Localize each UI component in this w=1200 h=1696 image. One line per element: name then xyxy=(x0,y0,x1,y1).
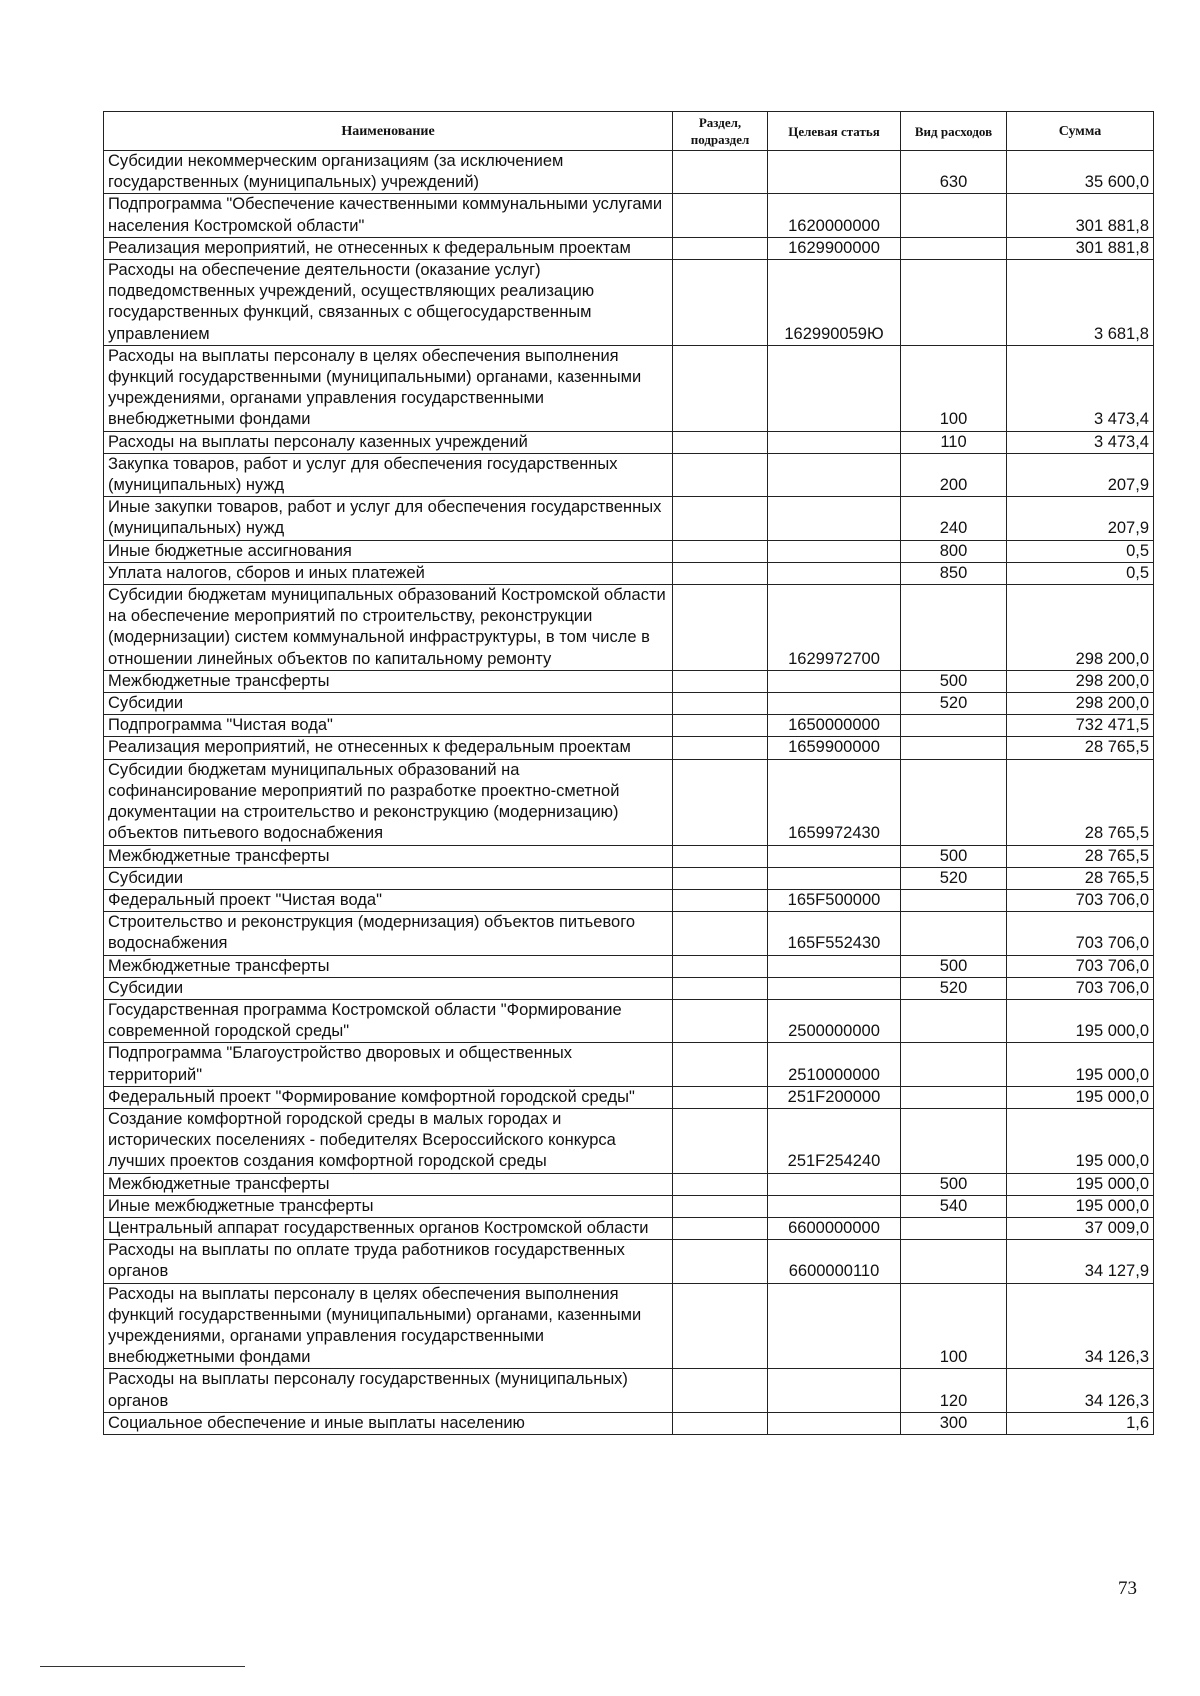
cell-name: Создание комфортной городской среды в малых городах и исторических поселениях - победителях Всероссийского конкурса лучших проектов создания комфортной городской среды xyxy=(104,1108,673,1173)
cell-sum: 34 127,9 xyxy=(1007,1240,1154,1283)
cell-sum: 703 706,0 xyxy=(1007,977,1154,999)
cell-sum: 703 706,0 xyxy=(1007,889,1154,911)
cell-kind: 500 xyxy=(901,670,1007,692)
cell-kind: 630 xyxy=(901,151,1007,194)
cell-sum: 301 881,8 xyxy=(1007,237,1154,259)
cell-name: Межбюджетные трансферты xyxy=(104,1173,673,1195)
table-row xyxy=(104,1412,1154,1434)
cell-section xyxy=(673,670,768,692)
cell-kind: 200 xyxy=(901,453,1007,496)
cell-name: Подпрограмма "Чистая вода" xyxy=(104,715,673,737)
cell-sum: 34 126,3 xyxy=(1007,1283,1154,1369)
cell-code: 1620000000 xyxy=(768,194,901,237)
cell-sum: 28 765,5 xyxy=(1007,845,1154,867)
table-row xyxy=(104,1086,1154,1108)
table-row xyxy=(104,540,1154,562)
table-row xyxy=(104,759,1154,845)
cell-kind xyxy=(901,1108,1007,1173)
cell-kind: 520 xyxy=(901,867,1007,889)
cell-kind xyxy=(901,1086,1007,1108)
cell-section xyxy=(673,237,768,259)
cell-section xyxy=(673,999,768,1042)
cell-name: Подпрограмма "Благоустройство дворовых и общественных территорий" xyxy=(104,1043,673,1086)
cell-sum: 195 000,0 xyxy=(1007,999,1154,1042)
cell-kind xyxy=(901,585,1007,671)
cell-name: Реализация мероприятий, не отнесенных к федеральным проектам xyxy=(104,237,673,259)
cell-name: Субсидии xyxy=(104,867,673,889)
cell-code xyxy=(768,1283,901,1369)
cell-code xyxy=(768,977,901,999)
cell-code xyxy=(768,1412,901,1434)
cell-code: 165F500000 xyxy=(768,889,901,911)
cell-sum: 703 706,0 xyxy=(1007,912,1154,955)
cell-code xyxy=(768,497,901,540)
cell-kind xyxy=(901,237,1007,259)
cell-code xyxy=(768,345,901,431)
cell-kind xyxy=(901,737,1007,759)
cell-section xyxy=(673,151,768,194)
cell-section xyxy=(673,867,768,889)
table-row xyxy=(104,977,1154,999)
page-number: 73 xyxy=(1118,1578,1137,1599)
cell-name: Расходы на выплаты по оплате труда работников государственных органов xyxy=(104,1240,673,1283)
cell-code: 251F254240 xyxy=(768,1108,901,1173)
footnote-divider xyxy=(40,1666,245,1667)
cell-name: Субсидии xyxy=(104,693,673,715)
cell-section xyxy=(673,1195,768,1217)
cell-code xyxy=(768,151,901,194)
cell-sum: 301 881,8 xyxy=(1007,194,1154,237)
table-row xyxy=(104,1283,1154,1369)
cell-sum: 28 765,5 xyxy=(1007,759,1154,845)
cell-code: 1629900000 xyxy=(768,237,901,259)
cell-section xyxy=(673,431,768,453)
cell-code xyxy=(768,867,901,889)
cell-name: Федеральный проект "Формирование комфортной городской среды" xyxy=(104,1086,673,1108)
cell-section xyxy=(673,977,768,999)
cell-sum: 34 126,3 xyxy=(1007,1369,1154,1412)
header-kind: Вид расходов xyxy=(901,112,1007,151)
cell-sum: 1,6 xyxy=(1007,1412,1154,1434)
cell-name: Федеральный проект "Чистая вода" xyxy=(104,889,673,911)
cell-code xyxy=(768,845,901,867)
cell-section xyxy=(673,453,768,496)
cell-code: 1659900000 xyxy=(768,737,901,759)
table-row xyxy=(104,889,1154,911)
table-row xyxy=(104,1108,1154,1173)
cell-section xyxy=(673,912,768,955)
table-row xyxy=(104,453,1154,496)
cell-sum: 28 765,5 xyxy=(1007,737,1154,759)
table-row xyxy=(104,497,1154,540)
cell-sum: 703 706,0 xyxy=(1007,955,1154,977)
table-row xyxy=(104,151,1154,194)
cell-sum: 195 000,0 xyxy=(1007,1086,1154,1108)
table-row xyxy=(104,670,1154,692)
header-name: Наименование xyxy=(104,112,673,151)
table-row xyxy=(104,715,1154,737)
cell-name: Межбюджетные трансферты xyxy=(104,845,673,867)
cell-name: Иные межбюджетные трансферты xyxy=(104,1195,673,1217)
cell-sum: 195 000,0 xyxy=(1007,1108,1154,1173)
cell-code xyxy=(768,540,901,562)
cell-section xyxy=(673,1412,768,1434)
cell-name: Социальное обеспечение и иные выплаты населению xyxy=(104,1412,673,1434)
table-row xyxy=(104,867,1154,889)
cell-section xyxy=(673,759,768,845)
cell-name: Межбюджетные трансферты xyxy=(104,955,673,977)
cell-section xyxy=(673,1369,768,1412)
cell-section xyxy=(673,260,768,346)
cell-kind: 800 xyxy=(901,540,1007,562)
table-row xyxy=(104,1369,1154,1412)
budget-table xyxy=(103,111,1154,1435)
cell-code xyxy=(768,1173,901,1195)
cell-section xyxy=(673,562,768,584)
cell-name: Иные закупки товаров, работ и услуг для обеспечения государственных (муниципальных) нужд xyxy=(104,497,673,540)
table-row xyxy=(104,237,1154,259)
cell-code: 6600000110 xyxy=(768,1240,901,1283)
cell-code: 251F200000 xyxy=(768,1086,901,1108)
cell-sum: 732 471,5 xyxy=(1007,715,1154,737)
cell-kind: 540 xyxy=(901,1195,1007,1217)
cell-kind: 300 xyxy=(901,1412,1007,1434)
cell-name: Реализация мероприятий, не отнесенных к федеральным проектам xyxy=(104,737,673,759)
cell-section xyxy=(673,737,768,759)
cell-code xyxy=(768,431,901,453)
cell-section xyxy=(673,845,768,867)
cell-kind: 500 xyxy=(901,1173,1007,1195)
cell-sum: 0,5 xyxy=(1007,562,1154,584)
table-body xyxy=(104,151,1154,1435)
cell-section xyxy=(673,1283,768,1369)
cell-code: 2500000000 xyxy=(768,999,901,1042)
cell-kind: 520 xyxy=(901,977,1007,999)
cell-name: Закупка товаров, работ и услуг для обеспечения государственных (муниципальных) нужд xyxy=(104,453,673,496)
table-row xyxy=(104,955,1154,977)
header-sum: Сумма xyxy=(1007,112,1154,151)
table-row xyxy=(104,562,1154,584)
cell-sum: 195 000,0 xyxy=(1007,1195,1154,1217)
cell-sum: 35 600,0 xyxy=(1007,151,1154,194)
cell-sum: 3 681,8 xyxy=(1007,260,1154,346)
cell-code xyxy=(768,1369,901,1412)
cell-name: Подпрограмма "Обеспечение качественными коммунальными услугами населения Костромской области" xyxy=(104,194,673,237)
cell-sum: 3 473,4 xyxy=(1007,345,1154,431)
table-row xyxy=(104,585,1154,671)
cell-name: Расходы на выплаты персоналу государственных (муниципальных) органов xyxy=(104,1369,673,1412)
cell-kind: 110 xyxy=(901,431,1007,453)
cell-kind: 100 xyxy=(901,1283,1007,1369)
cell-kind xyxy=(901,759,1007,845)
cell-kind: 120 xyxy=(901,1369,1007,1412)
cell-kind xyxy=(901,1240,1007,1283)
cell-section xyxy=(673,345,768,431)
cell-code xyxy=(768,562,901,584)
cell-sum: 3 473,4 xyxy=(1007,431,1154,453)
table-row xyxy=(104,260,1154,346)
table-row xyxy=(104,1195,1154,1217)
table-row xyxy=(104,431,1154,453)
cell-kind xyxy=(901,999,1007,1042)
cell-section xyxy=(673,540,768,562)
cell-name: Государственная программа Костромской области "Формирование современной городской среды" xyxy=(104,999,673,1042)
table-row xyxy=(104,912,1154,955)
cell-section xyxy=(673,1086,768,1108)
cell-kind xyxy=(901,1217,1007,1239)
cell-name: Субсидии бюджетам муниципальных образований Костромской области на обеспечение мероприятий по строительству, реконструкции (модернизации) систем коммунальной инфраструктуры, в том числе в отношении линейных объектов по капитальному ремонту xyxy=(104,585,673,671)
cell-section xyxy=(673,1108,768,1173)
cell-sum: 298 200,0 xyxy=(1007,585,1154,671)
cell-name: Иные бюджетные ассигнования xyxy=(104,540,673,562)
cell-kind: 520 xyxy=(901,693,1007,715)
cell-kind xyxy=(901,715,1007,737)
cell-code: 6600000000 xyxy=(768,1217,901,1239)
cell-kind xyxy=(901,194,1007,237)
cell-kind: 500 xyxy=(901,955,1007,977)
cell-name: Субсидии бюджетам муниципальных образований на софинансирование мероприятий по разработке проектно-сметной документации на строительство и реконструкцию (модернизацию) объектов питьевого водоснабжения xyxy=(104,759,673,845)
cell-code: 165F552430 xyxy=(768,912,901,955)
cell-sum: 0,5 xyxy=(1007,540,1154,562)
cell-kind: 850 xyxy=(901,562,1007,584)
cell-name: Расходы на выплаты персоналу в целях обеспечения выполнения функций государственными (муниципальными) органами, казенными учреждениями, органами управления государственными внебюджетными фондами xyxy=(104,345,673,431)
cell-kind xyxy=(901,260,1007,346)
table-row xyxy=(104,1043,1154,1086)
header-section: Раздел, подраздел xyxy=(673,112,768,151)
cell-code: 1629972700 xyxy=(768,585,901,671)
cell-name: Расходы на обеспечение деятельности (оказание услуг) подведомственных учреждений, осуществляющих реализацию государственных функций, связанных с общегосударственным управлением xyxy=(104,260,673,346)
cell-kind: 240 xyxy=(901,497,1007,540)
cell-code xyxy=(768,955,901,977)
table-row xyxy=(104,693,1154,715)
cell-code xyxy=(768,693,901,715)
cell-name: Субсидии xyxy=(104,977,673,999)
cell-sum: 207,9 xyxy=(1007,453,1154,496)
table-row xyxy=(104,345,1154,431)
cell-sum: 298 200,0 xyxy=(1007,670,1154,692)
table-row xyxy=(104,999,1154,1042)
table-row xyxy=(104,845,1154,867)
cell-section xyxy=(673,1240,768,1283)
cell-section xyxy=(673,194,768,237)
cell-name: Межбюджетные трансферты xyxy=(104,670,673,692)
cell-code xyxy=(768,453,901,496)
cell-name: Уплата налогов, сборов и иных платежей xyxy=(104,562,673,584)
cell-code: 1650000000 xyxy=(768,715,901,737)
cell-section xyxy=(673,1217,768,1239)
cell-kind xyxy=(901,889,1007,911)
table-row xyxy=(104,737,1154,759)
table-row xyxy=(104,194,1154,237)
table-row xyxy=(104,1173,1154,1195)
cell-code: 1659972430 xyxy=(768,759,901,845)
cell-section xyxy=(673,1173,768,1195)
cell-sum: 195 000,0 xyxy=(1007,1173,1154,1195)
table-header-row xyxy=(104,112,1154,151)
cell-sum: 207,9 xyxy=(1007,497,1154,540)
cell-sum: 28 765,5 xyxy=(1007,867,1154,889)
cell-section xyxy=(673,693,768,715)
cell-section xyxy=(673,889,768,911)
cell-section xyxy=(673,955,768,977)
cell-name: Центральный аппарат государственных органов Костромской области xyxy=(104,1217,673,1239)
cell-section xyxy=(673,497,768,540)
cell-sum: 37 009,0 xyxy=(1007,1217,1154,1239)
cell-name: Расходы на выплаты персоналу казенных учреждений xyxy=(104,431,673,453)
cell-code xyxy=(768,670,901,692)
table-row xyxy=(104,1240,1154,1283)
cell-code: 2510000000 xyxy=(768,1043,901,1086)
cell-sum: 195 000,0 xyxy=(1007,1043,1154,1086)
cell-section xyxy=(673,1043,768,1086)
cell-section xyxy=(673,585,768,671)
cell-code: 162990059Ю xyxy=(768,260,901,346)
cell-section xyxy=(673,715,768,737)
cell-name: Расходы на выплаты персоналу в целях обеспечения выполнения функций государственными (муниципальными) органами, казенными учреждениями, органами управления государственными внебюджетными фондами xyxy=(104,1283,673,1369)
cell-kind xyxy=(901,1043,1007,1086)
cell-kind: 500 xyxy=(901,845,1007,867)
cell-code xyxy=(768,1195,901,1217)
table-row xyxy=(104,1217,1154,1239)
cell-name: Субсидии некоммерческим организациям (за исключением государственных (муниципальных) учреждений) xyxy=(104,151,673,194)
header-target: Целевая статья xyxy=(768,112,901,151)
cell-sum: 298 200,0 xyxy=(1007,693,1154,715)
cell-name: Строительство и реконструкция (модернизация) объектов питьевого водоснабжения xyxy=(104,912,673,955)
cell-kind xyxy=(901,912,1007,955)
cell-kind: 100 xyxy=(901,345,1007,431)
